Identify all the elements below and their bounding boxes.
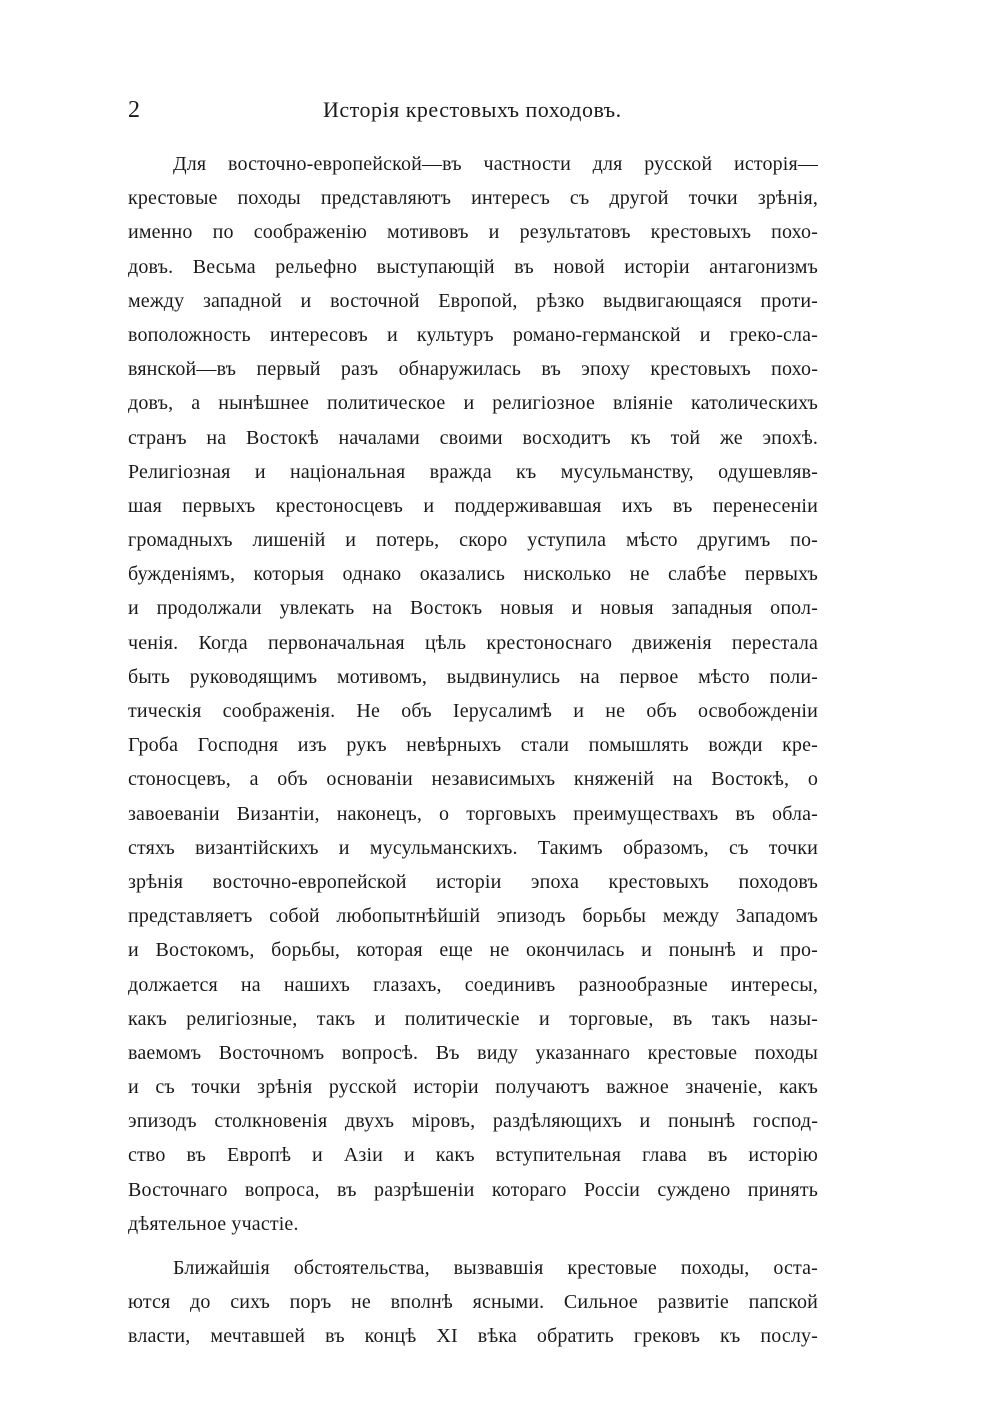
text-line: власти, мечтавшей въ концѣ XI вѣка обратить грековъ къ послу- (128, 1325, 818, 1348)
text-line: должается на нашихъ глазахъ, соединивъ разнообразные интересы, (128, 973, 818, 996)
text-line: именно по соображенію мотивовъ и результатовъ крестовыхъ похо- (128, 221, 818, 244)
text-line: стяхъ византійскихъ и мусульманскихъ. Такимъ образомъ, съ точки (128, 836, 818, 859)
text-line: и съ точки зрѣнія русской исторіи получаютъ важное значеніе, какъ (128, 1076, 818, 1099)
text-line: воположность интересовъ и культуръ романо-германской и греко-сла- (128, 323, 818, 346)
text-line: какъ религіозные, такъ и политическіе и торговые, въ такъ назы- (128, 1007, 818, 1030)
paragraph-gap (128, 1241, 818, 1251)
text-line: ченія. Когда первоначальная цѣль крестоноснаго движенія перестала (128, 631, 818, 654)
text-line: Для восточно-европейской—въ частности для русской исторія— (173, 153, 818, 175)
text-line: зрѣнія восточно-европейской исторіи эпоха крестовыхъ походовъ (128, 870, 818, 893)
text-line: и продолжали увлекать на Востокъ новыя и новыя западныя опол- (128, 597, 818, 620)
text-line: и Востокомъ, борьбы, которая еще не окончилась и понынѣ и про- (128, 939, 818, 962)
text-line: ются до сихъ поръ не вполнѣ ясными. Сильное развитіе папской (128, 1291, 818, 1314)
text-line: тическія соображенія. Не объ Іерусалимѣ и не объ освобожденіи (128, 700, 818, 722)
text-line: громадныхъ лишеній и потерь, скоро уступила мѣсто другимъ по- (128, 529, 818, 552)
text-line: Гроба Господня изъ рукъ невѣрныхъ стали помышлять вожди кре- (128, 734, 818, 757)
text-line: довъ. Весьма рельефно выступающій въ новой исторіи антагонизмъ (128, 255, 818, 278)
paragraph-2 (128, 1251, 818, 1354)
text-line: вянской—въ первый разъ обнаружилась въ эпоху крестовыхъ похо- (128, 358, 818, 381)
text-line: довъ, а нынѣшнее политическое и религіозное вліяніе католическихъ (128, 392, 818, 415)
text-line: Восточнаго вопроса, въ разрѣшеніи котораго Россіи суждено принять (128, 1178, 818, 1201)
text-line: ваемомъ Восточномъ вопросѣ. Въ виду указаннаго крестовые походы (128, 1041, 818, 1064)
body-text (128, 147, 818, 1354)
running-head (128, 92, 828, 128)
text-line: эпизодъ столкновенія двухъ міровъ, раздѣляющихъ и понынѣ господ- (128, 1110, 818, 1133)
text-line: шая первыхъ крестоносцевъ и поддерживавшая ихъ въ перенесеніи (128, 494, 818, 517)
paragraph-1 (128, 147, 818, 1241)
page-number: 2 (128, 97, 140, 123)
running-title: Исторія крестовыхъ походовъ. (323, 97, 622, 122)
text-line: бужденіямъ, которыя однако оказались нисколько не слабѣе первыхъ (128, 563, 818, 586)
text-line: ство въ Европѣ и Азіи и какъ вступительная глава въ исторію (128, 1144, 818, 1167)
text-line: быть руководящимъ мотивомъ, выдвинулись на первое мѣсто поли- (128, 665, 818, 688)
text-line: Религіозная и національная вражда къ мусульманству, одушевляв- (128, 460, 818, 483)
text-line: крестовые походы представляютъ интересъ съ другой точки зрѣнія, (128, 187, 818, 210)
text-line: между западной и восточной Европой, рѣзко выдвигающаяся проти- (128, 289, 818, 312)
text-line: стоносцевъ, а объ основаніи независимыхъ княженій на Востокѣ, о (128, 768, 818, 791)
text-line: завоеваніи Византіи, наконецъ, о торговыхъ преимуществахъ въ обла- (128, 802, 818, 825)
text-line: Ближайшія обстоятельства, вызвавшія крестовые походы, оста- (173, 1257, 818, 1279)
text-line: представляетъ собой любопытнѣйшій эпизодъ борьбы между Западомъ (128, 905, 818, 928)
text-line: дѣятельное участіе. (128, 1212, 299, 1235)
text-line: странъ на Востокѣ началами своими восходитъ къ той же эпохѣ. (128, 426, 818, 449)
